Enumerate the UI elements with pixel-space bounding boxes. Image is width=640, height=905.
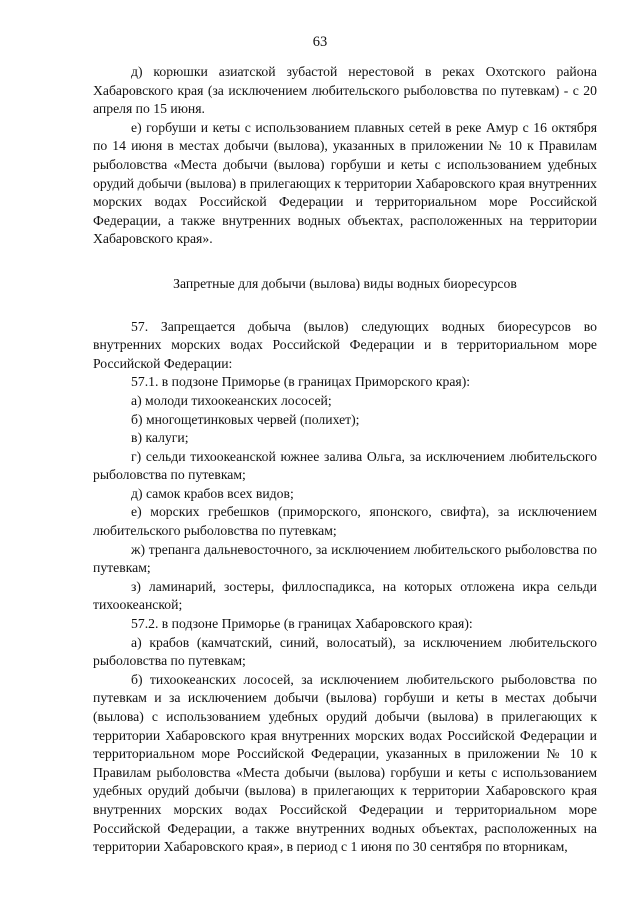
list-item: ж) трепанга дальневосточного, за исключением любительского рыболовства по путевкам; [93,541,597,576]
list-item: б) тихоокеанских лососей, за исключением любительского рыболовства по путевкам и за исключением добычи (вылова) горбуши и кеты в местах добычи (вылова) с использованием удебных орудий добычи (вылова) в прилегающих к территории Хабаровского края внутренних морских водах Российской Федерации и территориальном море Российской Федерации, указанных в приложении № 10 к Правилам рыболовства «Места добычи (вылова) горбуши и кеты с использованием удебных орудий добычи (вылова) в прилегающих к территории Хабаровского края внутренних морских водах Российской Федерации и территориальном море Российской Федерации, а также внутренних водных объектах, расположенных на территории Хабаровского края», в период с 1 июня по 30 сентября по вторникам, [93,671,597,855]
section-heading: Запретные для добычи (вылова) виды водных биоресурсов [173,275,517,291]
list-item: е) морских гребешков (приморского, японского, свифта), за исключением любительского рыболовства по путевкам; [93,504,597,539]
paragraph: е) горбуши и кеты с использованием плавных сетей в реке Амур с 16 октября по 14 июня в местах добычи (вылова), указанных в приложении № 10 к Правилам рыболовства «Места добычи (вылова) горбуши и кеты с использованием удебных орудий добычи (вылова) в прилегающих к территории Хабаровского края внутренних морских водах Российской Федерации и территориальном море Российской Федерации, а также внутренних водных объектах, расположенных на территории Хабаровского края». [93,119,597,247]
list-item: б) многощетинковых червей (полихет); [131,411,360,427]
list-item: з) ламинарий, зостеры, филлоспадикса, на которых отложена икра сельди тихоокеанской; [93,578,597,613]
list-item: д) самок крабов всех видов; [131,485,294,501]
paragraph: 57.2. в подзоне Приморье (в границах Хабаровского края): [131,616,473,632]
list-item: в) калуги; [131,430,189,446]
list-item: г) сельди тихоокеанской южнее залива Ольга, за исключением любительского рыболовства по путевкам; [93,448,597,483]
paragraph: 57.1. в подзоне Приморье (в границах Приморского края): [131,374,471,390]
document-body [93,63,597,857]
paragraph: 57. Запрещается добыча (вылов) следующих водных биоресурсов во внутренних морских водах Российской Федерации и в территориальном море Российской Федерации: [93,318,597,371]
page-number: 63 [312,34,328,50]
list-item: а) молоди тихоокеанских лососей; [131,392,332,408]
list-item: а) крабов (камчатский, синий, волосатый), за исключением любительского рыболовства по путевкам; [93,634,597,669]
paragraph: д) корюшки азиатской зубастой нерестовой в реках Охотского района Хабаровского края (за исключением любительского рыболовства по путевкам) - с 20 апреля по 15 июня. [93,64,597,117]
